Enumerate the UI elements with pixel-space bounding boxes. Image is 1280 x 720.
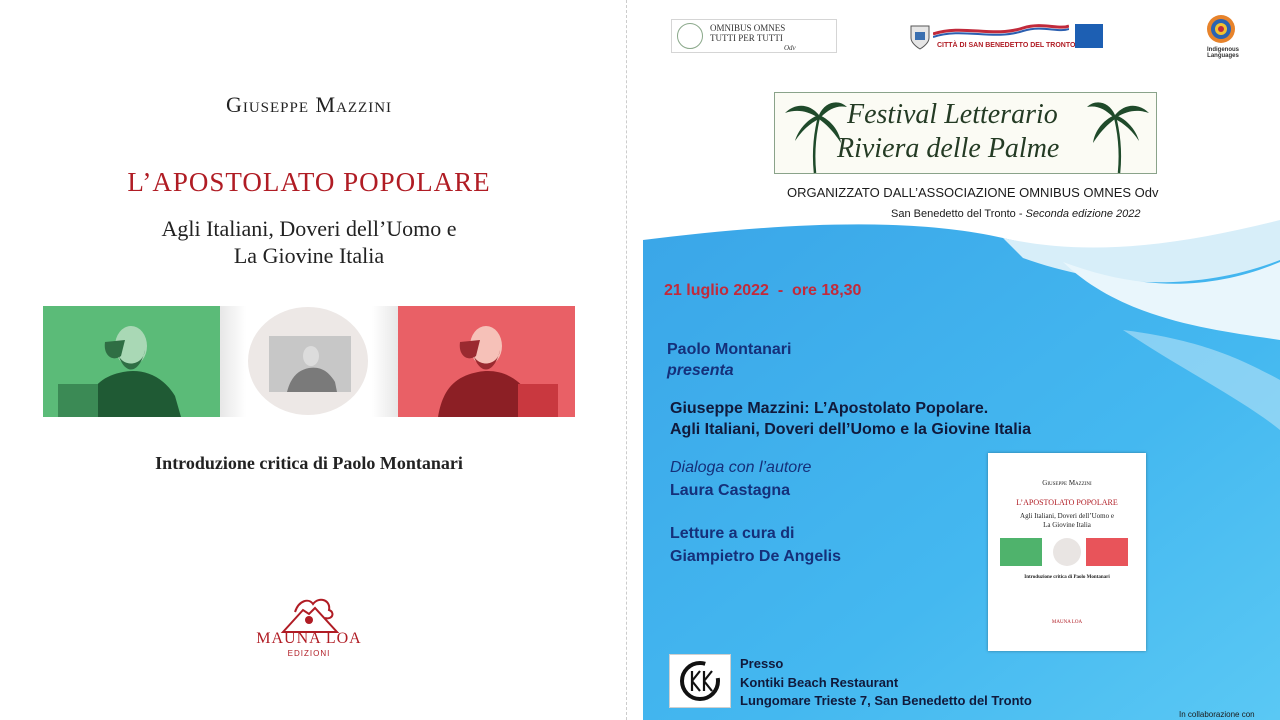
portrait-fade-left	[220, 306, 246, 417]
omnibus-logo-line2: TUTTI PER TUTTI	[710, 33, 783, 43]
presenta-label: presenta	[667, 362, 734, 379]
palm-tree-right-icon	[1083, 93, 1153, 175]
mini-portrait-green	[1000, 538, 1042, 566]
venue-address: Lungomare Trieste 7, San Benedetto del Tronto	[740, 693, 1032, 708]
book-title-line2: Agli Italiani, Doveri dell’Uomo e la Giovine Italia	[670, 421, 1031, 438]
publisher-sub: EDIZIONI	[287, 649, 331, 658]
portrait-red-image	[398, 306, 575, 417]
omnibus-logo-line3: Odv	[784, 44, 796, 52]
book-title-line1: Giuseppe Mazzini: L’Apostolato Popolare.	[670, 400, 989, 417]
event-poster	[643, 0, 1280, 720]
kontiki-logo	[669, 654, 731, 708]
organizer-line: ORGANIZZATO DALL’ASSOCIAZIONE OMNIBUS OMNES Odv	[787, 185, 1159, 200]
publisher-name: MAUNA LOA	[256, 630, 362, 647]
edition-place: San Benedetto del Tronto -	[891, 208, 1026, 220]
mini-portrait-red	[1086, 538, 1128, 566]
mini-cover-intro: Introduzione critica di Paolo Montanari	[1024, 575, 1110, 580]
festival-title-line1: Festival Letterario	[847, 99, 1058, 130]
mini-book-cover	[988, 453, 1146, 651]
portrait-grey-image	[269, 336, 351, 392]
edition-number: Seconda edizione 2022	[1025, 208, 1141, 220]
omnibus-logo-line1: OMNIBUS OMNES	[710, 23, 786, 33]
edition-line	[891, 208, 1141, 220]
indigenous-logo-text: Indigenous Languages	[1207, 47, 1239, 59]
portrait-fade-right	[372, 306, 398, 417]
portrait-green-image	[43, 306, 220, 417]
dialoga-label: Dialoga con l’autore	[670, 459, 812, 476]
cover-subtitle-line1: Agli Italiani, Doveri dell’Uomo e	[161, 216, 457, 241]
center-divider	[626, 0, 627, 720]
mini-portrait-center	[1053, 538, 1081, 566]
omnibus-omnes-logo	[671, 19, 837, 53]
mini-cover-author: Giuseppe Mazzini	[1042, 479, 1092, 487]
event-date-time: 21 luglio 2022 - ore 18,30	[664, 282, 862, 299]
mini-cover-title: L’APOSTOLATO POPOLARE	[1016, 498, 1118, 507]
mini-cover-sub1: Agli Italiani, Doveri dell’Uomo e	[1020, 512, 1114, 520]
cover-author: Giuseppe Mazzini	[225, 92, 393, 117]
cover-intro: Introduzione critica di Paolo Montanari	[155, 453, 463, 473]
book-cover	[0, 0, 625, 720]
letture-label: Letture a cura di	[670, 525, 795, 542]
collaboration-label: In collaborazione con	[1179, 710, 1255, 719]
mini-cover-sub2: La Giovine Italia	[1043, 521, 1091, 529]
festival-banner	[774, 92, 1157, 174]
cover-subtitle-line2: La Giovine Italia	[233, 243, 385, 268]
dialoga-person: Laura Castagna	[670, 482, 791, 499]
cover-title: L’APOSTOLATO POPOLARE	[127, 167, 491, 197]
venue-presso-label: Presso	[740, 656, 784, 671]
city-san-benedetto-logo	[907, 14, 1105, 54]
tricolor-ribbon-icon	[933, 22, 1069, 40]
tree-icon	[677, 23, 703, 49]
blue-flag-icon	[1075, 24, 1103, 48]
festival-title-line2: Riviera delle Palme	[837, 133, 1060, 164]
city-logo-text: CITTÀ DI SAN BENEDETTO DEL TRONTO	[937, 42, 1076, 49]
city-crest-icon	[909, 22, 931, 50]
mini-cover-publisher: MAUNA LOA	[1051, 620, 1083, 625]
indigenous-emblem-icon	[1206, 14, 1236, 44]
venue-name: Kontiki Beach Restaurant	[740, 675, 899, 690]
presenter-name: Paolo Montanari	[667, 341, 792, 358]
letture-person: Giampietro De Angelis	[670, 548, 841, 565]
indigenous-languages-logo	[1191, 14, 1255, 58]
